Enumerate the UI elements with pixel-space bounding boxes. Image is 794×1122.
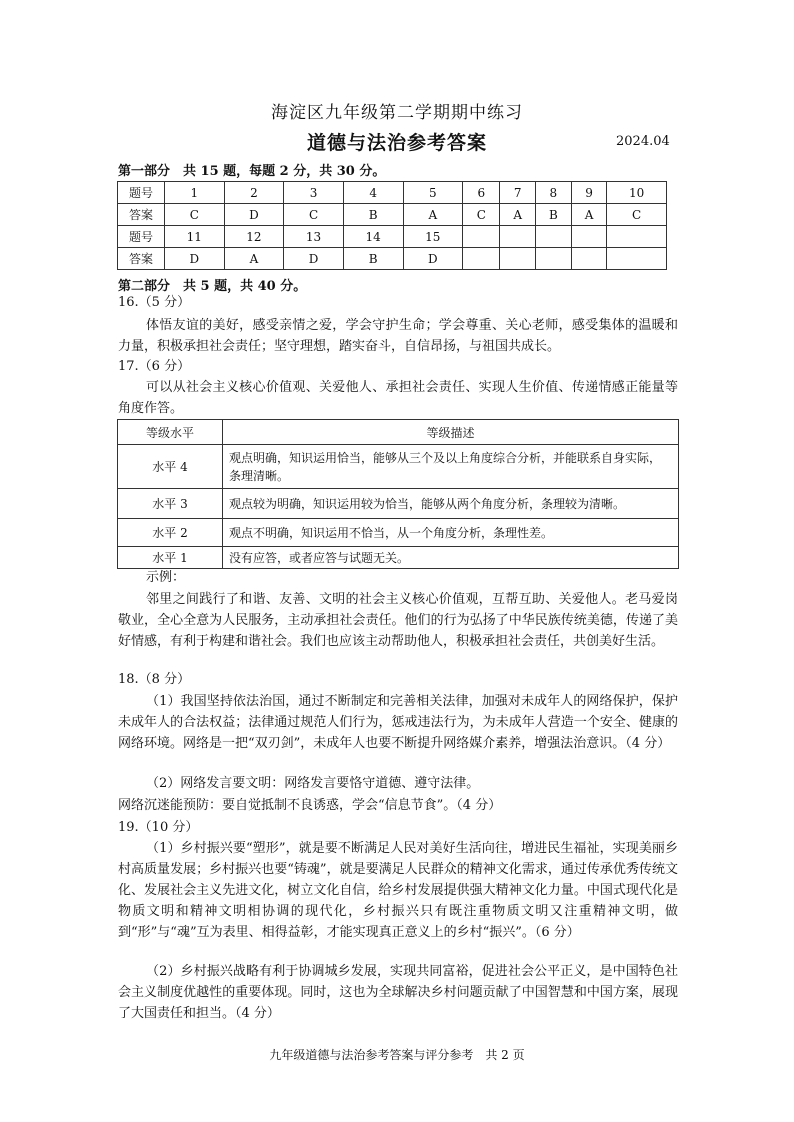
cell bbox=[607, 248, 667, 270]
cell: 3 bbox=[284, 182, 344, 204]
row-label: 题号 bbox=[118, 226, 165, 248]
cell: 12 bbox=[224, 226, 284, 248]
grading-row bbox=[118, 547, 679, 569]
cell: A bbox=[224, 248, 284, 270]
desc-cell: 没有应答，或者应答与试题无关。 bbox=[223, 547, 679, 569]
answer-row-answers-1 bbox=[118, 204, 667, 226]
header-level: 等级水平 bbox=[118, 420, 223, 445]
row-label: 答案 bbox=[118, 248, 165, 270]
cell: C bbox=[607, 204, 667, 226]
q17-label: 17.（6 分） bbox=[118, 359, 191, 374]
cell bbox=[571, 248, 606, 270]
q19-label: 19.（10 分） bbox=[118, 820, 199, 835]
cell bbox=[607, 226, 667, 248]
cell: A bbox=[403, 204, 463, 226]
document-title: 海淀区九年级第二学期期中练习 bbox=[271, 103, 523, 123]
q17-intro: 可以从社会主义核心价值观、关爱他人、承担社会责任、实现人生价值、传递情感正能量等角度作答。 bbox=[118, 380, 678, 416]
answer-row-answers-2 bbox=[118, 248, 667, 270]
cell: 2 bbox=[224, 182, 284, 204]
cell: 10 bbox=[607, 182, 667, 204]
cell: C bbox=[463, 204, 500, 226]
answer-row-numbers-2 bbox=[118, 226, 667, 248]
level-cell: 水平 1 bbox=[118, 547, 223, 569]
part1-heading: 第一部分 共 15 题，每题 2 分，共 30 分。 bbox=[118, 164, 386, 179]
q18-part2-line1: （2）网络发言要文明：网络发言要恪守道德、遵守法律。 bbox=[146, 776, 480, 791]
cell: 6 bbox=[463, 182, 500, 204]
cell: C bbox=[284, 204, 344, 226]
cell: B bbox=[343, 204, 403, 226]
cell bbox=[500, 248, 535, 270]
part2-heading: 第二部分 共 5 题，共 40 分。 bbox=[118, 279, 307, 294]
q16-answer: 体悟友谊的美好，感受亲情之爱，学会守护生命；学会尊重、关心老师，感受集体的温暖和力量，积极承担社会责任；坚守理想，踏实奋斗，自信昂扬，与祖国共成长。 bbox=[118, 318, 678, 354]
level-cell: 水平 2 bbox=[118, 519, 223, 547]
cell: D bbox=[403, 248, 463, 270]
cell: A bbox=[500, 204, 535, 226]
level-cell: 水平 4 bbox=[118, 445, 223, 489]
cell: 5 bbox=[403, 182, 463, 204]
header-desc: 等级描述 bbox=[223, 420, 679, 445]
q16-label: 16.（5 分） bbox=[118, 295, 191, 310]
cell bbox=[463, 248, 500, 270]
cell: D bbox=[284, 248, 344, 270]
answer-table bbox=[117, 181, 667, 270]
cell: 13 bbox=[284, 226, 344, 248]
cell: 11 bbox=[165, 226, 225, 248]
q18-part1: （1）我国坚持依法治国，通过不断制定和完善相关法律，加强对未成年人的网络保护，保护未成年人的合法权益；法律通过规范人们行为，惩戒违法行为，为未成年人营造一个安全、健康的网络环境。网络是一把“双刃剑”，未成年人也要不断提升网络媒介素养，增强法治意识。（4 分） bbox=[118, 694, 678, 751]
cell bbox=[571, 226, 606, 248]
document-subtitle: 道德与法治参考答案 bbox=[306, 132, 487, 154]
cell: 7 bbox=[500, 182, 535, 204]
cell bbox=[535, 248, 571, 270]
cell: 8 bbox=[535, 182, 571, 204]
grading-header-row bbox=[118, 420, 679, 445]
level-cell: 水平 3 bbox=[118, 489, 223, 519]
grading-row bbox=[118, 445, 679, 489]
row-label: 题号 bbox=[118, 182, 165, 204]
cell: B bbox=[535, 204, 571, 226]
q18-part2-line2: 网络沉迷能预防：要自觉抵制不良诱惑，学会“信息节食”。（4 分） bbox=[118, 798, 502, 813]
cell: 9 bbox=[571, 182, 606, 204]
cell bbox=[500, 226, 535, 248]
cell: 14 bbox=[343, 226, 403, 248]
cell bbox=[463, 226, 500, 248]
cell: 4 bbox=[343, 182, 403, 204]
row-label: 答案 bbox=[118, 204, 165, 226]
document-date: 2024.04 bbox=[616, 134, 670, 149]
example-label: 示例： bbox=[146, 570, 186, 585]
q17-example: 邻里之间践行了和谐、友善、文明的社会主义核心价值观，互帮互助、关爱他人。老马爱岗敬业，全心全意为人民服务，主动承担社会责任。他们的行为弘扬了中华民族传统美德，传递了美好情感，有利于构建和谐社会。我们也应该主动帮助他人，积极承担社会责任，共创美好生活。 bbox=[118, 592, 678, 649]
page-footer: 九年级道德与法治参考答案与评分参考 共 2 页 bbox=[269, 1048, 525, 1062]
grading-row bbox=[118, 519, 679, 547]
answer-row-numbers-1 bbox=[118, 182, 667, 204]
desc-cell: 观点不明确，知识运用不恰当，从一个角度分析，条理性差。 bbox=[223, 519, 679, 547]
desc-cell: 观点较为明确，知识运用较为恰当，能够从两个角度分析，条理较为清晰。 bbox=[223, 489, 679, 519]
q19-part2: （2）乡村振兴战略有利于协调城乡发展，实现共同富裕，促进社会公平正义，是中国特色社会主义制度优越性的重要体现。同时，这也为全球解决乡村问题贡献了中国智慧和中国方案，展现了大国责任和担当。（4 分） bbox=[118, 964, 678, 1021]
grading-row bbox=[118, 489, 679, 519]
cell: 15 bbox=[403, 226, 463, 248]
q18-label: 18.（8 分） bbox=[118, 672, 191, 687]
cell: B bbox=[343, 248, 403, 270]
q19-part1: （1）乡村振兴要“塑形”，就是要不断满足人民对美好生活向往，增进民生福祉，实现美丽乡村高质量发展；乡村振兴也要“铸魂”，就是要满足人民群众的精神文化需求，通过传承优秀传统文化、发展社会主义先进文化，树立文化自信，给乡村发展提供强大精神文化力量。中国式现代化是物质文明和精神文明相协调的现代化，乡村振兴只有既注重物质文明又注重精神文明，做到“形”与“魂”互为表里、相得益彰，才能实现真正意义上的乡村“振兴”。（6 分） bbox=[118, 841, 678, 940]
cell: C bbox=[165, 204, 225, 226]
cell: 1 bbox=[165, 182, 225, 204]
cell bbox=[535, 226, 571, 248]
cell: D bbox=[224, 204, 284, 226]
cell: A bbox=[571, 204, 606, 226]
desc-cell: 观点明确，知识运用恰当，能够从三个及以上角度综合分析，并能联系自身实际，条理清晰。 bbox=[223, 445, 679, 489]
cell: D bbox=[165, 248, 225, 270]
grading-table bbox=[117, 419, 679, 569]
